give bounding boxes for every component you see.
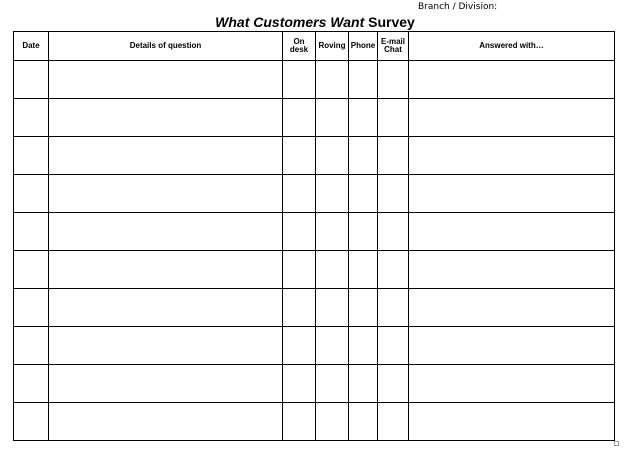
cell-date (14, 251, 49, 289)
column-header-roving (316, 32, 349, 61)
column-header-label: desk (289, 45, 309, 54)
page-title-italic: What Customers Want (215, 14, 365, 30)
cell-roving (316, 403, 349, 441)
cell-email-chat (378, 175, 409, 213)
cell-email-chat (378, 289, 409, 327)
cell-on-desk (283, 175, 316, 213)
column-header-label: Answered with… (479, 41, 544, 50)
cell-details (49, 175, 283, 213)
column-header-label: Date (22, 41, 40, 50)
cell-email-chat (378, 327, 409, 365)
table-row (14, 403, 615, 441)
cell-email-chat (378, 403, 409, 441)
column-header-details (49, 32, 283, 61)
cell-date (14, 403, 49, 441)
cell-email-chat (378, 99, 409, 137)
column-header-on-desk (283, 32, 316, 61)
table-row (14, 251, 615, 289)
cell-phone (349, 175, 378, 213)
cell-phone (349, 213, 378, 251)
table-body (14, 61, 615, 441)
cell-email-chat (378, 365, 409, 403)
cell-phone (349, 403, 378, 441)
column-header-label: E-mail (380, 37, 405, 46)
cell-details (49, 137, 283, 175)
cell-answered (409, 403, 615, 441)
cell-roving (316, 327, 349, 365)
cell-on-desk (283, 289, 316, 327)
column-header-label: Chat (384, 45, 402, 54)
survey-table (13, 31, 615, 441)
cell-details (49, 61, 283, 99)
cell-roving (316, 365, 349, 403)
cell-details (49, 365, 283, 403)
cell-on-desk (283, 327, 316, 365)
cell-roving (316, 213, 349, 251)
cell-on-desk (283, 61, 316, 99)
cell-on-desk (283, 99, 316, 137)
cell-phone (349, 327, 378, 365)
page-title-rest: Survey (364, 14, 415, 30)
page-corner-marker (614, 441, 619, 446)
cell-phone (349, 137, 378, 175)
cell-email-chat (378, 251, 409, 289)
column-header-date (14, 32, 49, 61)
cell-answered (409, 289, 615, 327)
cell-details (49, 403, 283, 441)
cell-roving (316, 289, 349, 327)
cell-phone (349, 251, 378, 289)
column-header-email-chat (378, 32, 409, 61)
table-row (14, 289, 615, 327)
table-row (14, 99, 615, 137)
cell-phone (349, 99, 378, 137)
cell-date (14, 137, 49, 175)
cell-date (14, 175, 49, 213)
page-title (0, 14, 624, 30)
cell-date (14, 99, 49, 137)
cell-answered (409, 327, 615, 365)
column-header-label: Phone (350, 41, 376, 50)
branch-division-label: Branch / Division: (418, 2, 498, 12)
table-row (14, 327, 615, 365)
cell-answered (409, 251, 615, 289)
column-header-label: On (293, 37, 305, 46)
cell-email-chat (378, 213, 409, 251)
table-row (14, 213, 615, 251)
cell-date (14, 213, 49, 251)
cell-date (14, 61, 49, 99)
table-row (14, 365, 615, 403)
cell-details (49, 327, 283, 365)
cell-phone (349, 365, 378, 403)
column-header-answered (409, 32, 615, 61)
column-header-phone (349, 32, 378, 61)
cell-answered (409, 365, 615, 403)
table-row (14, 137, 615, 175)
column-header-label: Roving (318, 41, 346, 50)
cell-answered (409, 175, 615, 213)
cell-email-chat (378, 137, 409, 175)
cell-details (49, 99, 283, 137)
cell-answered (409, 99, 615, 137)
cell-phone (349, 61, 378, 99)
cell-on-desk (283, 251, 316, 289)
cell-on-desk (283, 365, 316, 403)
cell-date (14, 289, 49, 327)
cell-roving (316, 137, 349, 175)
cell-details (49, 251, 283, 289)
cell-details (49, 289, 283, 327)
column-header-label: Details of question (129, 41, 202, 50)
cell-email-chat (378, 61, 409, 99)
cell-details (49, 213, 283, 251)
cell-roving (316, 251, 349, 289)
cell-roving (316, 61, 349, 99)
cell-date (14, 327, 49, 365)
cell-phone (349, 289, 378, 327)
cell-roving (316, 175, 349, 213)
table-row (14, 61, 615, 99)
cell-roving (316, 99, 349, 137)
cell-answered (409, 137, 615, 175)
cell-on-desk (283, 213, 316, 251)
cell-on-desk (283, 403, 316, 441)
table-row (14, 175, 615, 213)
cell-date (14, 365, 49, 403)
cell-answered (409, 213, 615, 251)
header-row (14, 32, 615, 61)
cell-answered (409, 61, 615, 99)
cell-on-desk (283, 137, 316, 175)
